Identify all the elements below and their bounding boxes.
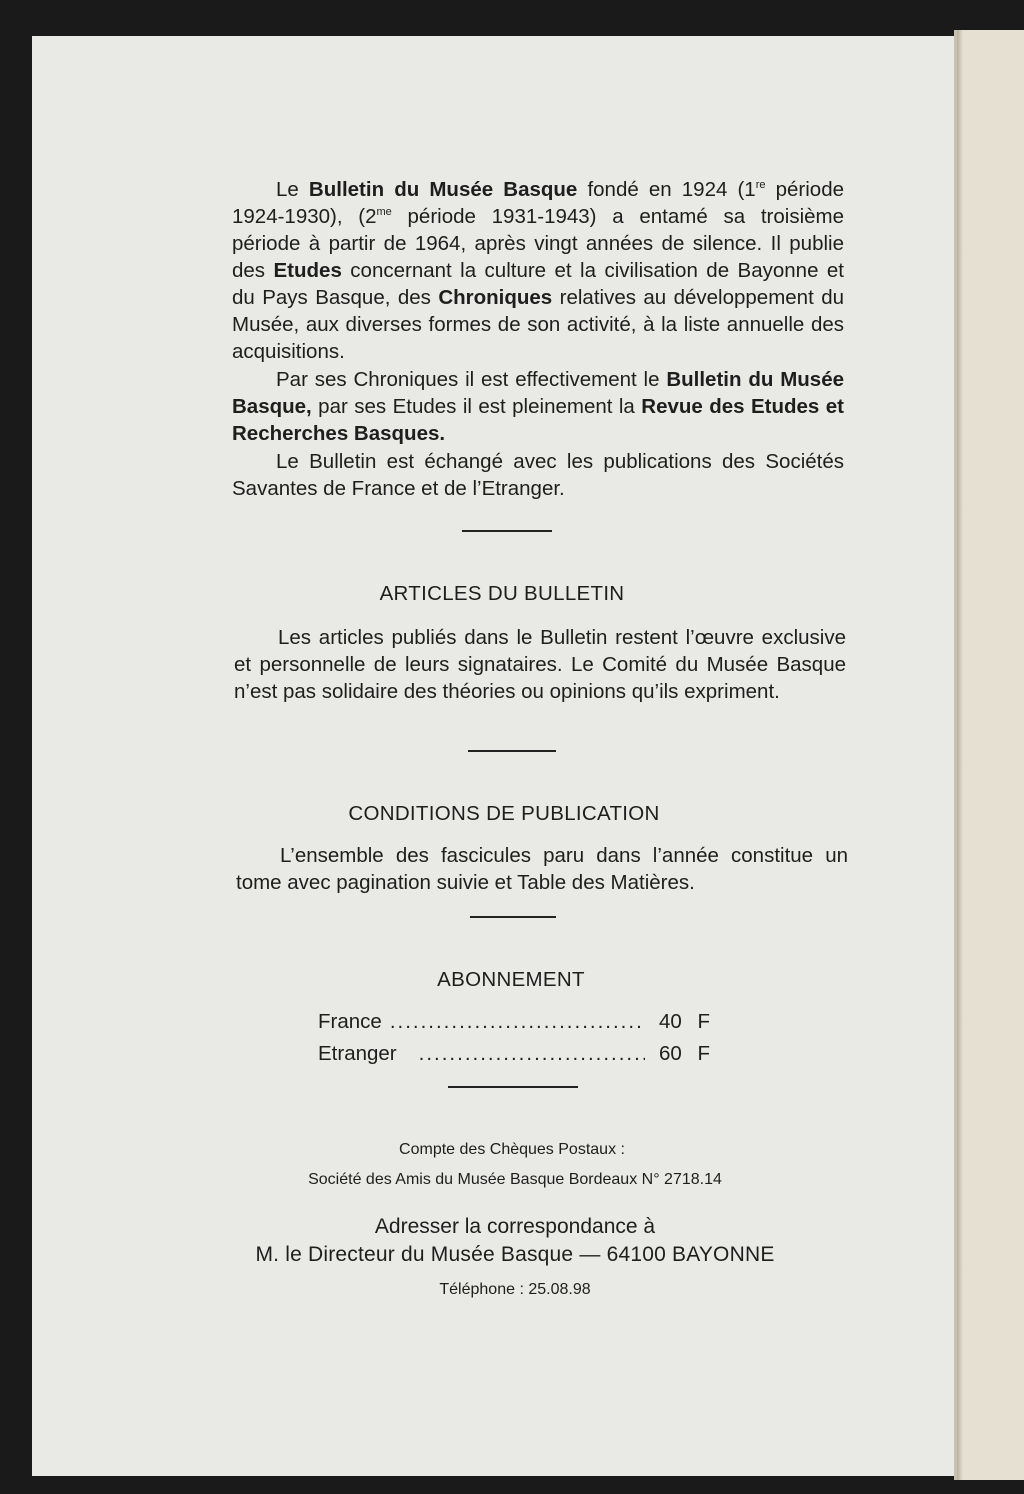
bulletin-title-bold: Bulletin du Musée Basque <box>308 178 578 201</box>
price-label: Etranger <box>318 1042 397 1065</box>
chroniques-bold: Chroniques <box>438 286 553 309</box>
conditions-paragraph: L’ensemble des fascicules paru dans l’année constitue un tome avec pagination suivie et Table des Matières. <box>236 844 848 894</box>
document-body <box>32 36 954 1476</box>
intro-paragraph-2 <box>232 366 844 447</box>
cheques-label: Compte des Chèques Postaux : <box>399 1141 625 1158</box>
superscript: me <box>376 206 392 219</box>
price-label: France <box>318 1010 382 1033</box>
separator-rule <box>462 530 552 532</box>
address-line-1: Adresser la correspondance à <box>374 1215 656 1238</box>
intro-text: Le <box>276 178 309 201</box>
intro-text: concernant la culture et la civilisation de Bayonne et du Pays Basque, des <box>232 259 845 309</box>
intro-text: période 1924-1930), (2 <box>232 178 844 228</box>
intro-paragraph-3: Le Bulletin est échangé avec les publications des Sociétés Savantes de France et de l’Etranger. <box>232 450 844 500</box>
dot-leader <box>390 1008 645 1035</box>
intro-paragraph-1 <box>232 176 844 365</box>
etudes-bold: Etudes <box>273 259 342 282</box>
revue-title-bold: Revue des Etudes et Recherches Basques. <box>232 395 844 445</box>
intro-text: Par ses Chroniques il est effectivement le <box>276 368 667 391</box>
document-page <box>32 36 954 1476</box>
articles-paragraph: Les articles publiés dans le Bulletin restent l’œuvre exclusive et personnelle de leurs signataires. Le Comité du Musée Basque n’est pas solidaire des théories ou opinions qu’ils expriment. <box>234 626 846 703</box>
intro-text: fondé en 1924 (1 <box>577 178 756 201</box>
separator-rule <box>468 750 556 752</box>
price-row-france <box>318 1008 710 1035</box>
facing-page-edge <box>954 30 1024 1480</box>
superscript: re <box>755 179 766 192</box>
cheques-account: Société des Amis du Musée Basque Bordeaux N° 2718.14 <box>308 1171 722 1188</box>
separator-rule <box>448 1086 578 1088</box>
price-row-etranger <box>318 1040 710 1067</box>
intro-text: période 1931-1943) a entamé sa troisième période à partir de 1964, après vingt années de silence. Il publie des <box>232 205 844 282</box>
price-value: 60 F <box>658 1042 710 1065</box>
intro-text: par ses Etudes il est pleinement la <box>311 395 642 418</box>
price-value: 40 F <box>658 1010 710 1033</box>
abonnement-heading: ABONNEMENT <box>437 968 585 991</box>
page-spine <box>957 30 963 1480</box>
articles-heading: ARTICLES DU BULLETIN <box>379 582 625 605</box>
intro-text: relatives au développement du Musée, aux diverses formes de son activité, à la liste annuelle des acquisitions. <box>232 286 844 363</box>
telephone: Téléphone : 25.08.98 <box>439 1281 591 1298</box>
dot-leader <box>419 1040 645 1067</box>
separator-rule <box>470 916 556 918</box>
bulletin-title-bold: Bulletin du Musée Basque, <box>232 368 844 418</box>
conditions-heading: CONDITIONS DE PUBLICATION <box>348 802 660 825</box>
address-line-2: M. le Directeur du Musée Basque — 64100 BAYONNE <box>255 1243 775 1266</box>
